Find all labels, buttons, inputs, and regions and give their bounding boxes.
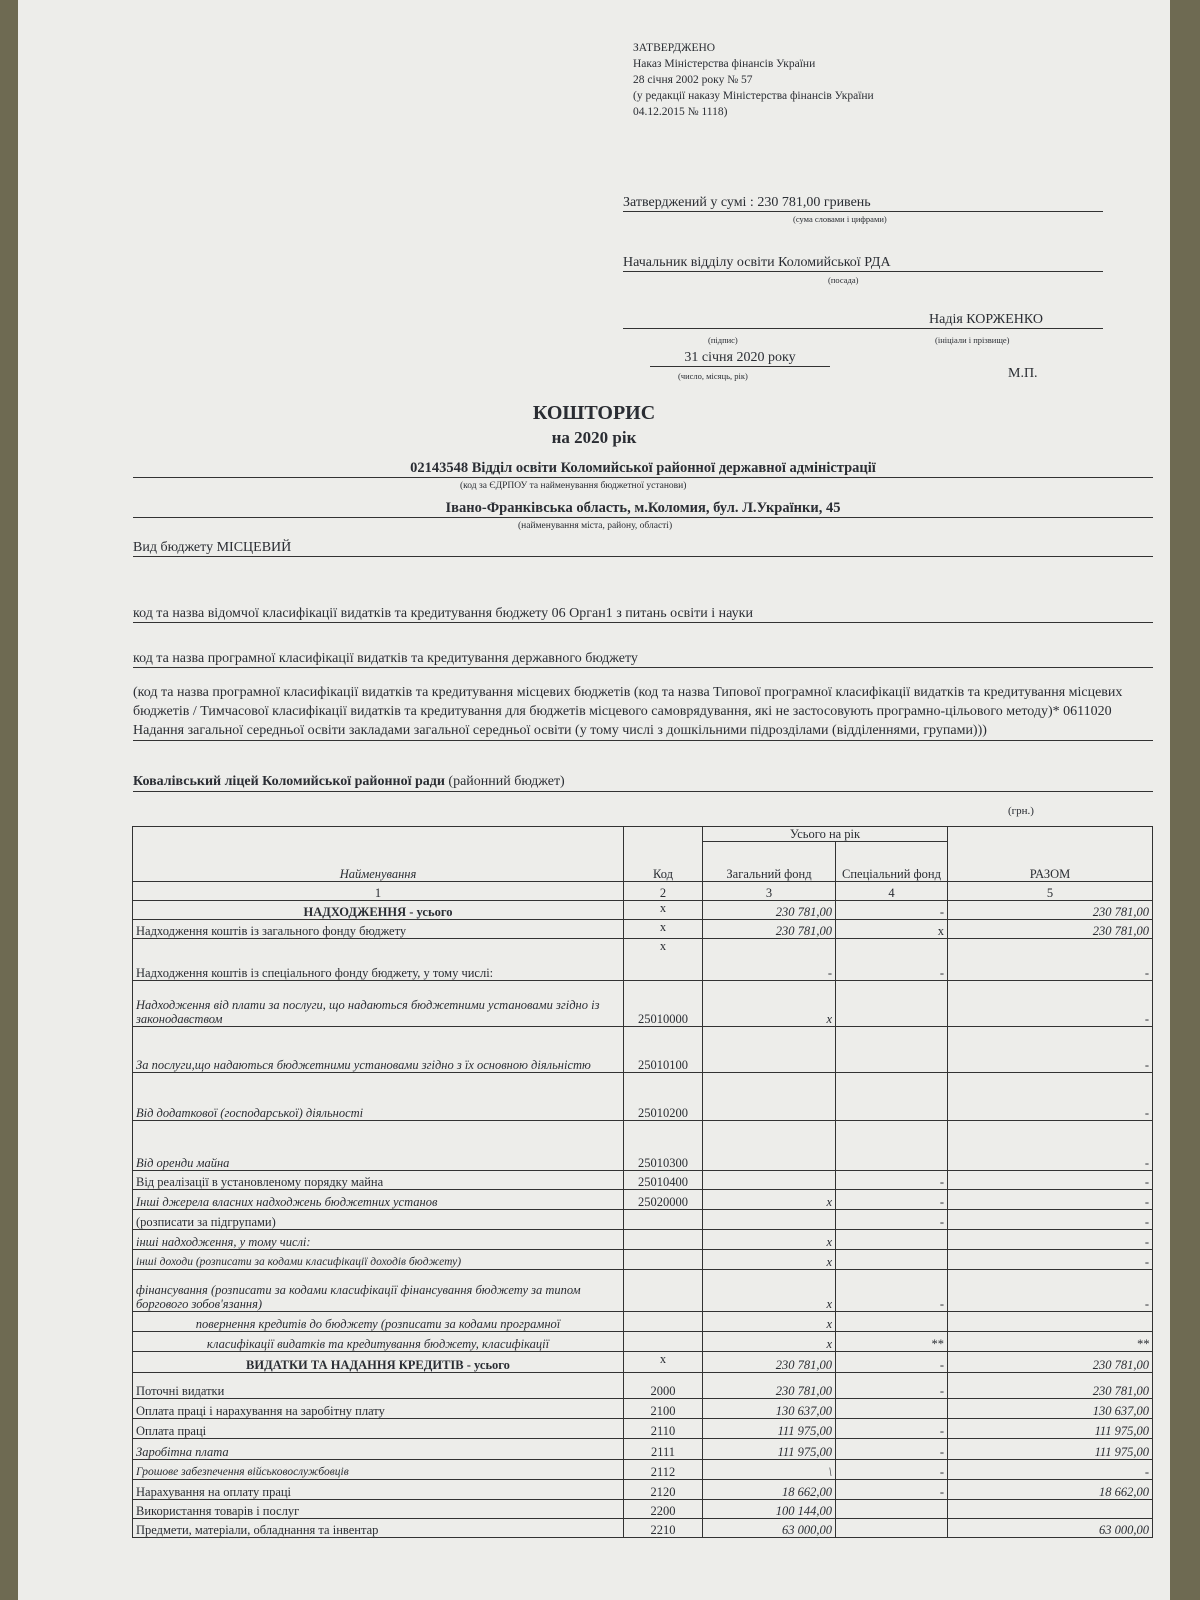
row-general-fund	[703, 1210, 836, 1230]
row-code: х	[624, 920, 703, 939]
table-row	[133, 1439, 1153, 1460]
signature-caption: (підпис)	[708, 335, 738, 345]
institution-line	[133, 772, 1153, 792]
approval-line: 28 січня 2002 року № 57	[633, 74, 753, 86]
header-general-fund: Загальний фонд	[703, 842, 836, 882]
header-code: Код	[624, 827, 703, 882]
table-row	[133, 1190, 1153, 1210]
row-general-fund: х	[703, 1270, 836, 1312]
approval-line: Наказ Міністерства фінансів України	[633, 58, 816, 70]
row-code: х	[624, 1352, 703, 1373]
row-code: 2112	[624, 1460, 703, 1480]
row-total: 230 781,00	[948, 920, 1153, 939]
row-name: інші доходи (розписати за кодами класифікації доходів бюджету)	[133, 1250, 624, 1270]
column-number: 5	[948, 882, 1153, 901]
row-code	[624, 1270, 703, 1312]
table-row	[133, 1373, 1153, 1399]
row-total: -	[948, 1073, 1153, 1121]
row-total: -	[948, 1027, 1153, 1073]
row-total: 63 000,00	[948, 1519, 1153, 1538]
table-row	[133, 1460, 1153, 1480]
row-special-fund: х	[836, 920, 948, 939]
row-total: -	[948, 1171, 1153, 1190]
table-row	[133, 981, 1153, 1027]
header-year-total: Усього на рік	[703, 827, 948, 842]
row-special-fund	[836, 1250, 948, 1270]
row-total: -	[948, 1250, 1153, 1270]
row-name: Нарахування на оплату праці	[133, 1480, 624, 1500]
table-row	[133, 1332, 1153, 1352]
row-name: Від реалізації в установленому порядку майна	[133, 1171, 624, 1190]
row-special-fund: -	[836, 1460, 948, 1480]
row-name: Надходження коштів із загального фонду бюджету	[133, 920, 624, 939]
program-classification: код та назва програмної класифікації видатків та кредитування державного бюджету	[133, 651, 1153, 668]
row-total: -	[948, 1270, 1153, 1312]
row-code: 2120	[624, 1480, 703, 1500]
seal-place: М.П.	[1008, 366, 1038, 381]
table-row	[133, 1171, 1153, 1190]
row-general-fund	[703, 1073, 836, 1121]
row-general-fund: х	[703, 1332, 836, 1352]
row-name: фінансування (розписати за кодами класифікації фінансування бюджету за типом боргового зобов'язання)	[133, 1270, 624, 1312]
approval-line: 04.12.2015 № 1118)	[633, 106, 728, 118]
row-name: НАДХОДЖЕННЯ - усього	[133, 901, 624, 920]
row-code: 2210	[624, 1519, 703, 1538]
table-row	[133, 1519, 1153, 1538]
institution-name: Ковалівський ліцей Коломийської районної ради	[133, 774, 445, 789]
row-general-fund: 63 000,00	[703, 1519, 836, 1538]
table-row	[133, 1121, 1153, 1171]
row-general-fund: \	[703, 1460, 836, 1480]
row-general-fund: х	[703, 1230, 836, 1250]
column-number: 1	[133, 882, 624, 901]
row-code: 2200	[624, 1500, 703, 1519]
table-row	[133, 1500, 1153, 1519]
document-page	[18, 0, 1170, 1600]
table-row	[133, 1210, 1153, 1230]
row-total: -	[948, 981, 1153, 1027]
row-name: Грошове забезпечення військовослужбовців	[133, 1460, 624, 1480]
row-special-fund: -	[836, 1373, 948, 1399]
row-general-fund: 130 637,00	[703, 1399, 836, 1419]
column-number: 2	[624, 882, 703, 901]
row-general-fund: 100 144,00	[703, 1500, 836, 1519]
row-general-fund: 230 781,00	[703, 920, 836, 939]
row-special-fund: -	[836, 1419, 948, 1439]
approver-name: Надія КОРЖЕНКО	[623, 312, 1103, 329]
table-row	[133, 1250, 1153, 1270]
table-row	[133, 1352, 1153, 1373]
position-caption: (посада)	[828, 275, 859, 285]
budget-type: Вид бюджету МІСЦЕВИЙ	[133, 540, 1153, 557]
row-name: Предмети, матеріали, обладнання та інвентар	[133, 1519, 624, 1538]
row-total: 230 781,00	[948, 1373, 1153, 1399]
name-caption: (ініціали і прізвище)	[935, 335, 1010, 345]
table-row	[133, 1073, 1153, 1121]
row-total: -	[948, 1210, 1153, 1230]
estimate-table	[132, 826, 1153, 1538]
header-name: Найменування	[133, 827, 624, 882]
departmental-classification: код та назва відомчої класифікації видатків та кредитування бюджету 06 Орган1 з питань освіти і науки	[133, 606, 1153, 623]
row-code	[624, 1332, 703, 1352]
approval-line: (у редакції наказу Міністерства фінансів України	[633, 90, 874, 102]
row-special-fund	[836, 1500, 948, 1519]
row-name: Заробітна плата	[133, 1439, 624, 1460]
amount-caption: (сума словами і цифрами)	[793, 214, 887, 224]
table-row	[133, 1419, 1153, 1439]
row-code: 25020000	[624, 1190, 703, 1210]
table-row	[133, 939, 1153, 981]
row-code: 2111	[624, 1439, 703, 1460]
table-row	[133, 1230, 1153, 1250]
row-total: -	[948, 1230, 1153, 1250]
row-name: Надходження від плати за послуги, що надаються бюджетними установами згідно із законодавством	[133, 981, 624, 1027]
local-classification: (код та назва програмної класифікації видатків та кредитування місцевих бюджетів (код та назва Типової програмної класифікації видатків та кредитування місцевих бюджетів / Тимчасової класифікації видатків та кредитування для бюджетів місцевого самоврядування, які не застосовують програмно-цільового методу)* 0611020 Надання загальної середньої освіти закладами загальної середньої освіти (у тому числі з дошкільними підрозділами (відділеннями, групами)))	[133, 683, 1153, 741]
currency-label: (грн.)	[1008, 805, 1034, 817]
row-special-fund	[836, 1230, 948, 1250]
row-special-fund	[836, 981, 948, 1027]
row-special-fund	[836, 1121, 948, 1171]
row-special-fund: -	[836, 1480, 948, 1500]
row-name: Надходження коштів із спеціального фонду бюджету, у тому числі:	[133, 939, 624, 981]
row-name: Від оренди майна	[133, 1121, 624, 1171]
column-number: 4	[836, 882, 948, 901]
row-total: -	[948, 1190, 1153, 1210]
row-name: Оплата праці	[133, 1419, 624, 1439]
row-total: 111 975,00	[948, 1439, 1153, 1460]
row-special-fund: -	[836, 1171, 948, 1190]
institution-budget: (районний бюджет)	[444, 774, 565, 789]
row-name: Інші джерела власних надходжень бюджетних установ	[133, 1190, 624, 1210]
document-title: КОШТОРИС	[532, 402, 656, 424]
row-general-fund: 230 781,00	[703, 1352, 836, 1373]
row-total: -	[948, 1121, 1153, 1171]
row-code: 2110	[624, 1419, 703, 1439]
row-total	[948, 1312, 1153, 1332]
row-special-fund	[836, 1312, 948, 1332]
approval-stamp	[633, 40, 874, 120]
row-name: Поточні видатки	[133, 1373, 624, 1399]
row-name: повернення кредитів до бюджету (розписати за кодами програмної	[133, 1312, 624, 1332]
organization-caption: (код за ЄДРПОУ та найменування бюджетної установи)	[460, 481, 687, 491]
row-name: Використання товарів і послуг	[133, 1500, 624, 1519]
row-name: інші надходження, у тому числі:	[133, 1230, 624, 1250]
row-total: 130 637,00	[948, 1399, 1153, 1419]
row-general-fund: х	[703, 1190, 836, 1210]
table-row	[133, 901, 1153, 920]
row-special-fund: -	[836, 1190, 948, 1210]
row-general-fund: х	[703, 1312, 836, 1332]
header-special-fund: Спеціальний фонд	[836, 842, 948, 882]
row-code: 25010300	[624, 1121, 703, 1171]
row-code: 25010100	[624, 1027, 703, 1073]
row-special-fund: -	[836, 1210, 948, 1230]
row-total: 111 975,00	[948, 1419, 1153, 1439]
row-code: 2100	[624, 1399, 703, 1419]
table-row	[133, 1399, 1153, 1419]
row-total: **	[948, 1332, 1153, 1352]
row-general-fund: 230 781,00	[703, 1373, 836, 1399]
row-special-fund: -	[836, 939, 948, 981]
row-general-fund: -	[703, 939, 836, 981]
address-line: Івано-Франківська область, м.Коломия, бул. Л.Українки, 45	[133, 500, 1153, 518]
approver-position: Начальник відділу освіти Коломийської РДА	[623, 255, 1103, 272]
row-name: Від додаткової (господарської) діяльності	[133, 1073, 624, 1121]
row-general-fund: 111 975,00	[703, 1419, 836, 1439]
approved-amount: Затверджений у сумі : 230 781,00 гривень	[623, 195, 1103, 212]
approval-date: 31 січня 2020 року	[650, 350, 830, 367]
column-number: 3	[703, 882, 836, 901]
date-caption: (число, місяць, рік)	[678, 371, 748, 381]
address-caption: (найменування міста, району, області)	[518, 521, 673, 531]
row-special-fund	[836, 1399, 948, 1419]
row-special-fund	[836, 1027, 948, 1073]
row-general-fund: х	[703, 981, 836, 1027]
row-total: -	[948, 1460, 1153, 1480]
row-total: 230 781,00	[948, 901, 1153, 920]
row-code: 25010000	[624, 981, 703, 1027]
row-general-fund	[703, 1027, 836, 1073]
row-total: -	[948, 939, 1153, 981]
row-code	[624, 1312, 703, 1332]
row-special-fund: -	[836, 1439, 948, 1460]
row-general-fund	[703, 1121, 836, 1171]
row-code: 25010400	[624, 1171, 703, 1190]
table-row	[133, 1270, 1153, 1312]
row-general-fund: 18 662,00	[703, 1480, 836, 1500]
row-name: Оплата праці і нарахування на заробітну плату	[133, 1399, 624, 1419]
organization-line: 02143548 Відділ освіти Коломийської районної державної адміністрації	[133, 460, 1153, 478]
row-total: 230 781,00	[948, 1352, 1153, 1373]
row-code	[624, 1210, 703, 1230]
row-code: 25010200	[624, 1073, 703, 1121]
row-name: (розписати за підгрупами)	[133, 1210, 624, 1230]
row-special-fund: -	[836, 901, 948, 920]
row-general-fund: 111 975,00	[703, 1439, 836, 1460]
document-subtitle: на 2020 рік	[551, 428, 637, 447]
row-general-fund: 230 781,00	[703, 901, 836, 920]
row-name: За послуги,що надаються бюджетними установами згідно з їх основною діяльністю	[133, 1027, 624, 1073]
row-code	[624, 1250, 703, 1270]
row-general-fund	[703, 1171, 836, 1190]
row-special-fund: **	[836, 1332, 948, 1352]
row-name: класифікації видатків та кредитування бюджету, класифікації	[133, 1332, 624, 1352]
row-special-fund	[836, 1073, 948, 1121]
header-total: РАЗОМ	[948, 827, 1153, 882]
row-special-fund	[836, 1519, 948, 1538]
table-row	[133, 920, 1153, 939]
table-row	[133, 1027, 1153, 1073]
row-code: 2000	[624, 1373, 703, 1399]
approval-line: ЗАТВЕРДЖЕНО	[633, 42, 716, 54]
column-number-row	[133, 882, 1153, 901]
table-row	[133, 1480, 1153, 1500]
row-code: х	[624, 939, 703, 981]
row-total: 18 662,00	[948, 1480, 1153, 1500]
row-name: ВИДАТКИ ТА НАДАННЯ КРЕДИТІВ - усього	[133, 1352, 624, 1373]
row-general-fund: х	[703, 1250, 836, 1270]
row-code	[624, 1230, 703, 1250]
row-special-fund: -	[836, 1270, 948, 1312]
row-special-fund: -	[836, 1352, 948, 1373]
row-code: х	[624, 901, 703, 920]
row-total	[948, 1500, 1153, 1519]
table-row	[133, 1312, 1153, 1332]
